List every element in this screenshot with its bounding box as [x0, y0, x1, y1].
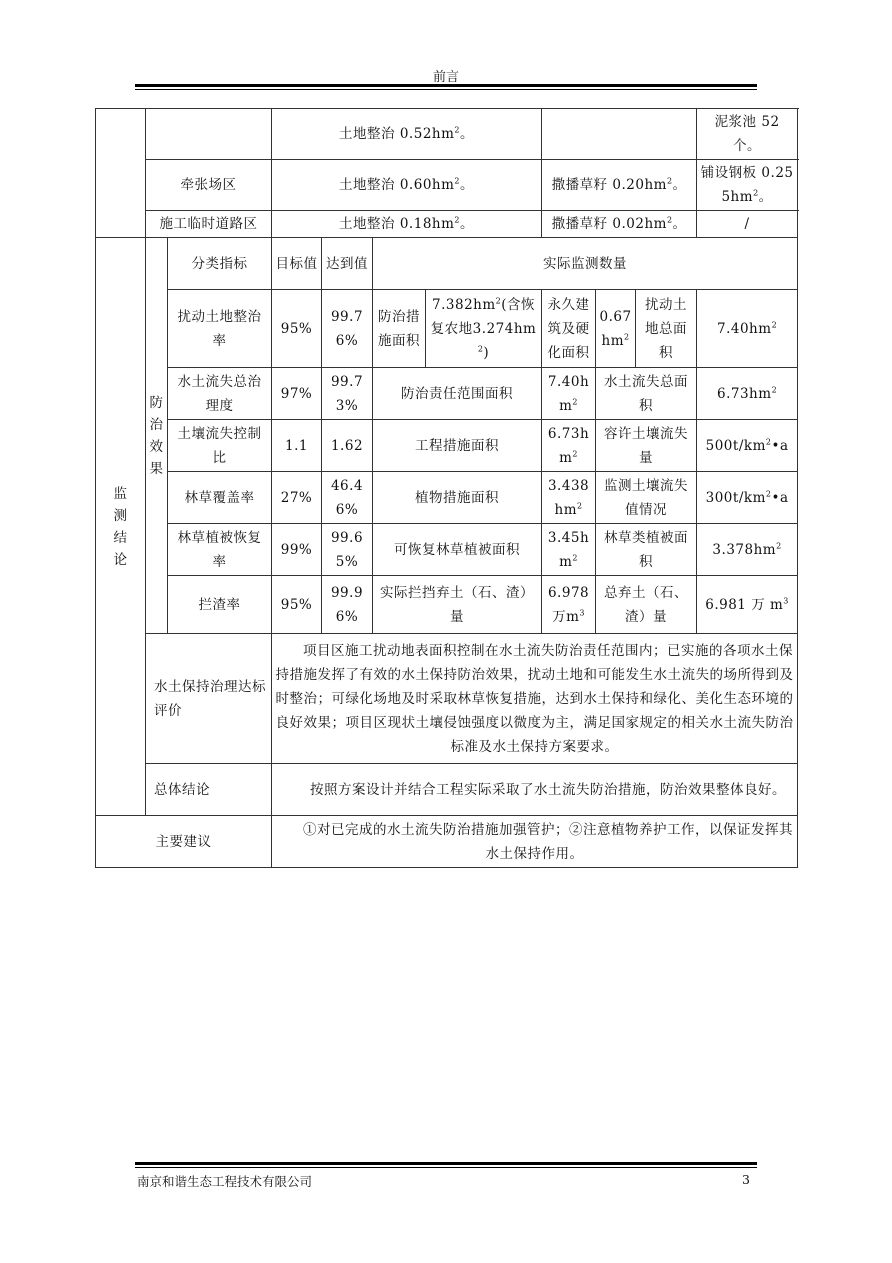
table-row: [96, 238, 798, 290]
indicator-target: 1.1: [272, 420, 322, 472]
measure-label: 防治措施面积: [373, 290, 426, 368]
overall-conclusion-cell: [272, 764, 798, 816]
measure-label: 林草类植被面积: [596, 524, 697, 576]
indicator-name: 土壤流失控制比: [168, 420, 272, 472]
table-row: [96, 634, 798, 764]
indicator-name: 扰动土地整治率: [168, 290, 272, 368]
area-name: 施工临时道路区: [146, 211, 272, 238]
suggestions-text: ①对已完成的水土流失防治措施加强管护；②注意植物养护工作，以保证发挥其水土保持作用。: [303, 821, 794, 862]
table-row: [96, 764, 798, 816]
table-row: [96, 420, 798, 472]
measure-label: 永久建筑及硬化面积: [542, 290, 596, 368]
measure-label: 工程措施面积: [373, 420, 542, 472]
measure-label: 防治责任范围面积: [373, 368, 542, 420]
indicator-achieved: 99.96%: [322, 576, 373, 634]
measure-value: $300t/km^2•a$: [697, 472, 798, 524]
table-row: [96, 576, 798, 634]
monitoring-table: [95, 108, 798, 868]
column-header-achieved: 达到值: [322, 238, 373, 290]
measure-value: $0.67hm^2$: [596, 290, 636, 368]
measure-cell: 土地整治 $0.18hm^2$。: [272, 211, 542, 238]
indicator-target: 27%: [272, 472, 322, 524]
indicator-name: 水土流失总治理度: [168, 368, 272, 420]
page-number: 3: [742, 1172, 750, 1187]
column-header-indicator: 分类指标: [168, 238, 272, 290]
page-header-title: 前言: [432, 70, 459, 85]
measure-label: 监测土壤流失值情况: [596, 472, 697, 524]
indicator-achieved: 99.76%: [322, 290, 373, 368]
indicator-achieved: 46.46%: [322, 472, 373, 524]
footer-rule: [135, 1162, 757, 1168]
measure-value: $3.378hm^2$: [697, 524, 798, 576]
measure-value: $500t/km^2•a$: [697, 420, 798, 472]
measure-cell: 土地整治 $0.60hm^2$。: [272, 160, 542, 211]
indicator-achieved: 99.73%: [322, 368, 373, 420]
measure-cell: 撒播草籽 $0.02hm^2$。: [542, 211, 697, 238]
measure-cell: 泥浆池 52 个。: [697, 109, 798, 160]
measure-label: 实际拦挡弃土（石、渣）量: [373, 576, 542, 634]
measure-cell: 撒播草籽 $0.20hm^2$。: [542, 160, 697, 211]
footer-company: 南京和谐生态工程技术有限公司: [137, 1174, 313, 1189]
measure-value: $3.438hm^2$: [542, 472, 596, 524]
area-name: 牵张场区: [146, 160, 272, 211]
indicator-target: 97%: [272, 368, 322, 420]
evaluation-text-cell: [272, 634, 798, 764]
indicator-target: 95%: [272, 576, 322, 634]
measure-label: 总弃土（石、渣）量: [596, 576, 697, 634]
measure-value: $6.73hm^2$: [697, 368, 798, 420]
measure-value: $3.45hm^2$: [542, 524, 596, 576]
area-name: [146, 109, 272, 160]
measure-value: $7.40hm^2$: [542, 368, 596, 420]
table-row: [96, 211, 798, 238]
measure-label: 扰动土地总面积: [636, 290, 697, 368]
overall-conclusion-label: 总体结论: [146, 764, 272, 816]
suggestions-label: 主要建议: [96, 816, 272, 868]
table-row: [96, 368, 798, 420]
evaluation-text: 项目区施工扰动地表面积控制在水土流失防治责任范围内；已实施的各项水土保持措施发挥了有效的水土保持防治效果，扰动土地和可能发生水土流失的场所得到及时整治；可绿化场地及时采取林草恢复措施，达到水土保持和绿化、美化生态环境的良好效果；项目区现状土壤侵蚀强度以微度为主，满足国家规定的相关水土流失防治标准及水土保持方案要求。: [275, 642, 794, 755]
measure-cell: /: [697, 211, 798, 238]
table-row: [96, 109, 798, 160]
header-rule: [135, 84, 757, 90]
measure-value: $6.73hm^2$: [542, 420, 596, 472]
indicator-achieved: 99.65%: [322, 524, 373, 576]
section-label-prevention-effect: 防治效果: [146, 238, 168, 634]
section-label-monitoring-conclusion: 监测结论: [96, 238, 146, 816]
table-row: [96, 290, 798, 368]
measure-label: 可恢复林草植被面积: [373, 524, 542, 576]
column-header-actual: 实际监测数量: [373, 238, 798, 290]
measure-cell: 铺设钢板 $0.255hm^2$。: [697, 160, 798, 211]
table-row: [96, 524, 798, 576]
indicator-name: 拦渣率: [168, 576, 272, 634]
measure-cell: 土地整治 $0.52hm^2$。: [272, 109, 542, 160]
suggestions-cell: [272, 816, 798, 868]
table-cell-empty: [96, 109, 146, 238]
table-row: [96, 816, 798, 868]
indicator-name: 林草覆盖率: [168, 472, 272, 524]
measure-cell: [542, 109, 697, 160]
table-row: [96, 472, 798, 524]
measure-value: 6.981 万 $m^3$: [697, 576, 798, 634]
measure-label: 容许土壤流失量: [596, 420, 697, 472]
measure-value: 6.978万$m^3$: [542, 576, 596, 634]
table-row: [96, 160, 798, 211]
measure-label: 水土流失总面积: [596, 368, 697, 420]
measure-value: $7.40hm^2$: [697, 290, 798, 368]
overall-conclusion-text: 按照方案设计并结合工程实际采取了水土流失防治措施，防治效果整体良好。: [310, 781, 787, 798]
column-header-target: 目标值: [272, 238, 322, 290]
measure-label: 植物措施面积: [373, 472, 542, 524]
evaluation-label: 水土保持治理达标评价: [146, 634, 272, 764]
indicator-achieved: 1.62: [322, 420, 373, 472]
indicator-target: 95%: [272, 290, 322, 368]
measure-value: $7.382hm^2$(含恢复农地$3.274hm^2$): [426, 290, 542, 368]
indicator-target: 99%: [272, 524, 322, 576]
indicator-name: 林草植被恢复率: [168, 524, 272, 576]
